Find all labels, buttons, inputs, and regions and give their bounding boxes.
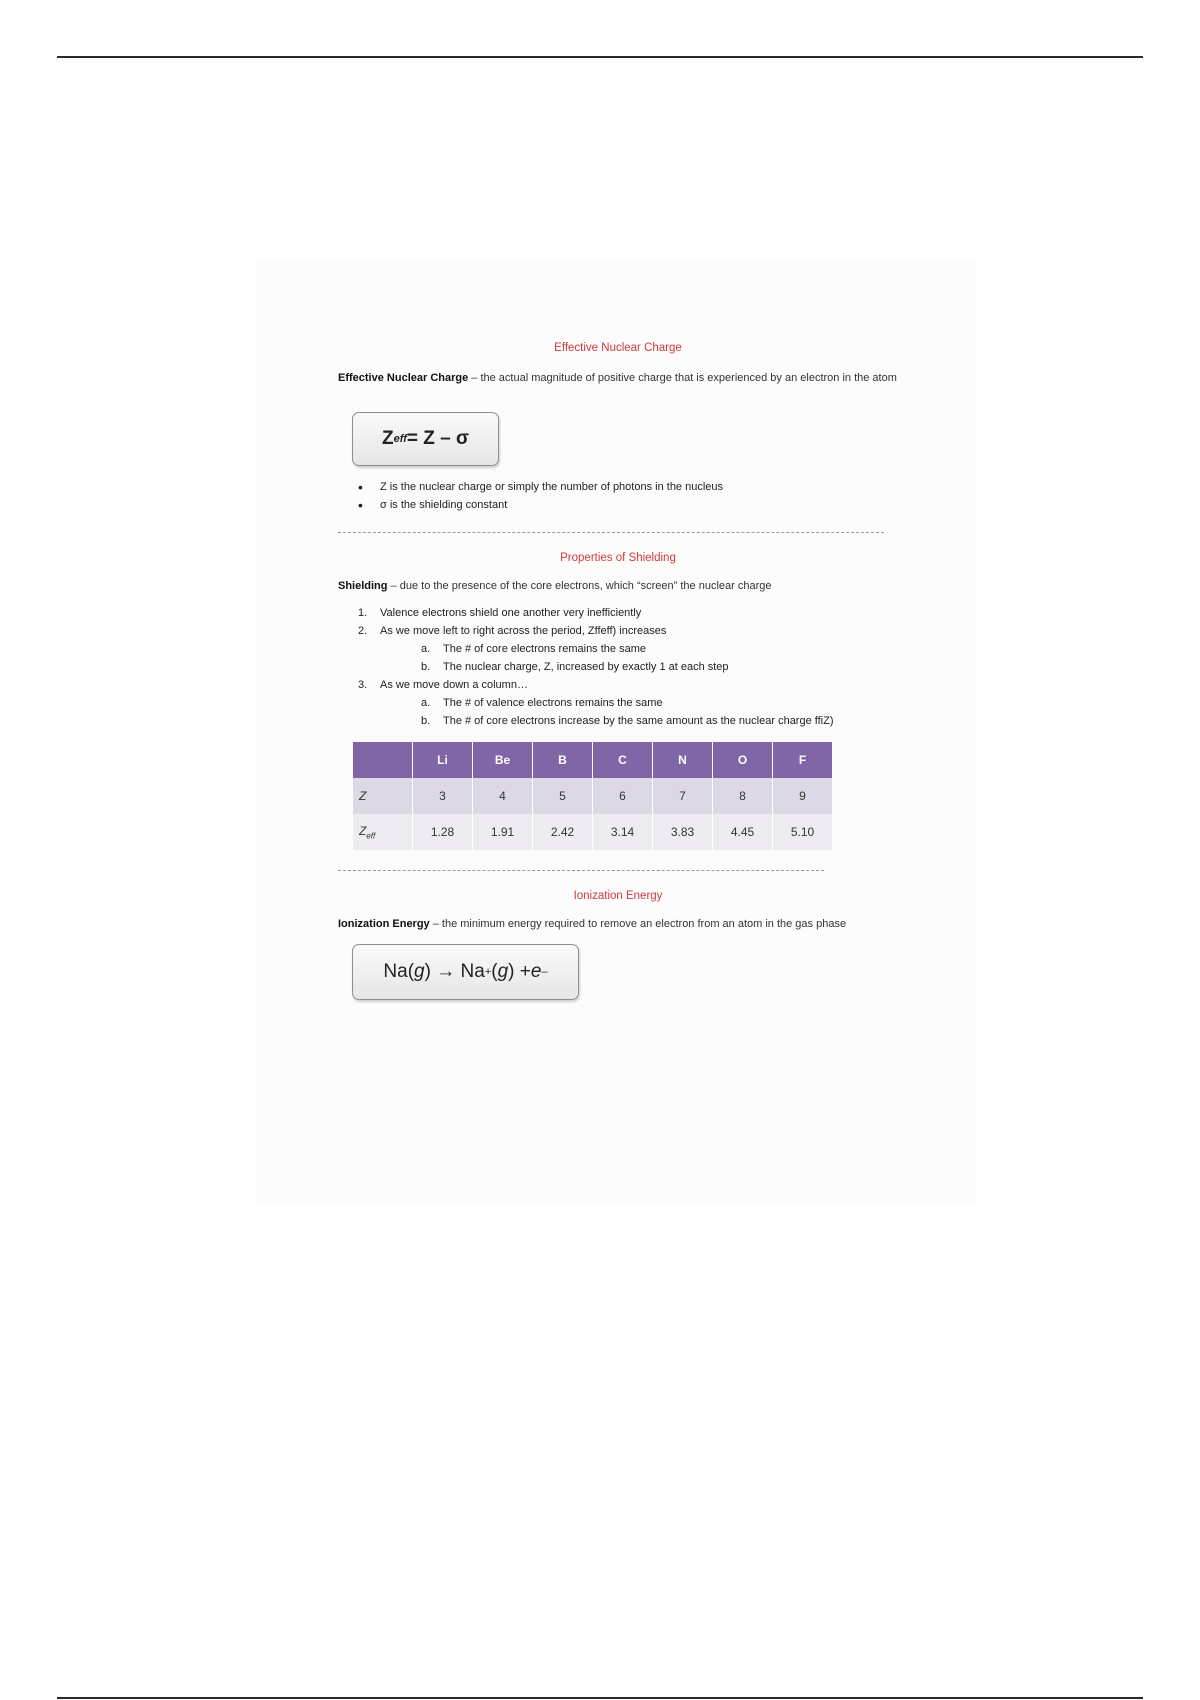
shielding-numbered-list [358,604,834,730]
table-cell: 8 [713,778,773,814]
table-cell: 4 [473,778,533,814]
table-cell: 3.14 [593,814,653,850]
table-corner-cell [353,742,413,778]
table-cell: 5.10 [773,814,833,850]
table-cell: 4.45 [713,814,773,850]
table-header-cell: Li [413,742,473,778]
definition-text: – the actual magnitude of positive charge that is experienced by an electron in the atom [468,372,897,384]
list-item: • Z is the nuclear charge or simply the number of photons in the nucleus [358,478,723,496]
list-subitem: b. The # of core electrons increase by the same amount as the nuclear charge ffiZ) [421,715,834,727]
list-subitem: b. The nuclear charge, Z, increased by exactly 1 at each step [421,661,729,673]
section-divider [338,532,884,533]
ionization-equation-box: Na( g ) → Na + ( g ) + e – [352,944,579,1000]
definition-shielding [338,578,898,594]
term-effective-nuclear-charge: Effective Nuclear Charge [338,372,469,384]
top-rule [57,56,1143,58]
list-item: 3. As we move down a column… [358,679,528,691]
table-cell: 5 [533,778,593,814]
definition-text: – the minimum energy required to remove an electron from an atom in the gas phase [429,918,847,930]
definition-text: – due to the presence of the core electrons, which “screen” the nuclear charge [387,580,772,592]
table-row-zeff [353,814,833,850]
zeff-symbol: Z [382,428,394,449]
table-header-cell: F [773,742,833,778]
list-item: 2. As we move left to right across the period, Zffeff) increases [358,625,667,637]
table-header-cell: Be [473,742,533,778]
term-ionization-energy: Ionization Energy [338,918,430,930]
table-cell: 6 [593,778,653,814]
term-shielding: Shielding [338,580,388,592]
section-heading-effective-nuclear-charge: Effective Nuclear Charge [554,342,682,354]
definition-effective-nuclear-charge [338,370,898,386]
table-cell: 7 [653,778,713,814]
section-heading-properties-of-shielding: Properties of Shielding [560,552,676,564]
section-heading-ionization-energy: Ionization Energy [573,890,663,902]
table-header-cell: O [713,742,773,778]
row-label-z: Z [353,778,413,814]
table-row-z [353,778,833,814]
table-cell: 1.91 [473,814,533,850]
document-page [255,262,975,1202]
table-header-cell: N [653,742,713,778]
zeff-formula-box [352,412,499,466]
table-header-cell: B [533,742,593,778]
zeff-subscript: eff [393,433,407,445]
zeff-bullet-list [358,478,723,514]
table-cell: 9 [773,778,833,814]
list-item: • σ is the shielding constant [358,496,723,514]
list-subitem: a. The # of core electrons remains the same [421,643,646,655]
section-divider [338,870,824,871]
table-cell: 3.83 [653,814,713,850]
row-label-zeff: $Z_{eff}$ [353,814,413,850]
table-header-cell: C [593,742,653,778]
bottom-rule [57,1697,1143,1699]
zeff-table [352,742,832,850]
definition-ionization-energy [338,916,898,932]
list-item: 1. Valence electrons shield one another very inefficiently [358,607,642,619]
table-header-row [353,742,833,778]
table-cell: 2.42 [533,814,593,850]
table-cell: 3 [413,778,473,814]
table-cell: 1.28 [413,814,473,850]
list-subitem: a. The # of valence electrons remains the same [421,697,663,709]
zeff-formula-rest: = Z – σ [406,428,469,449]
